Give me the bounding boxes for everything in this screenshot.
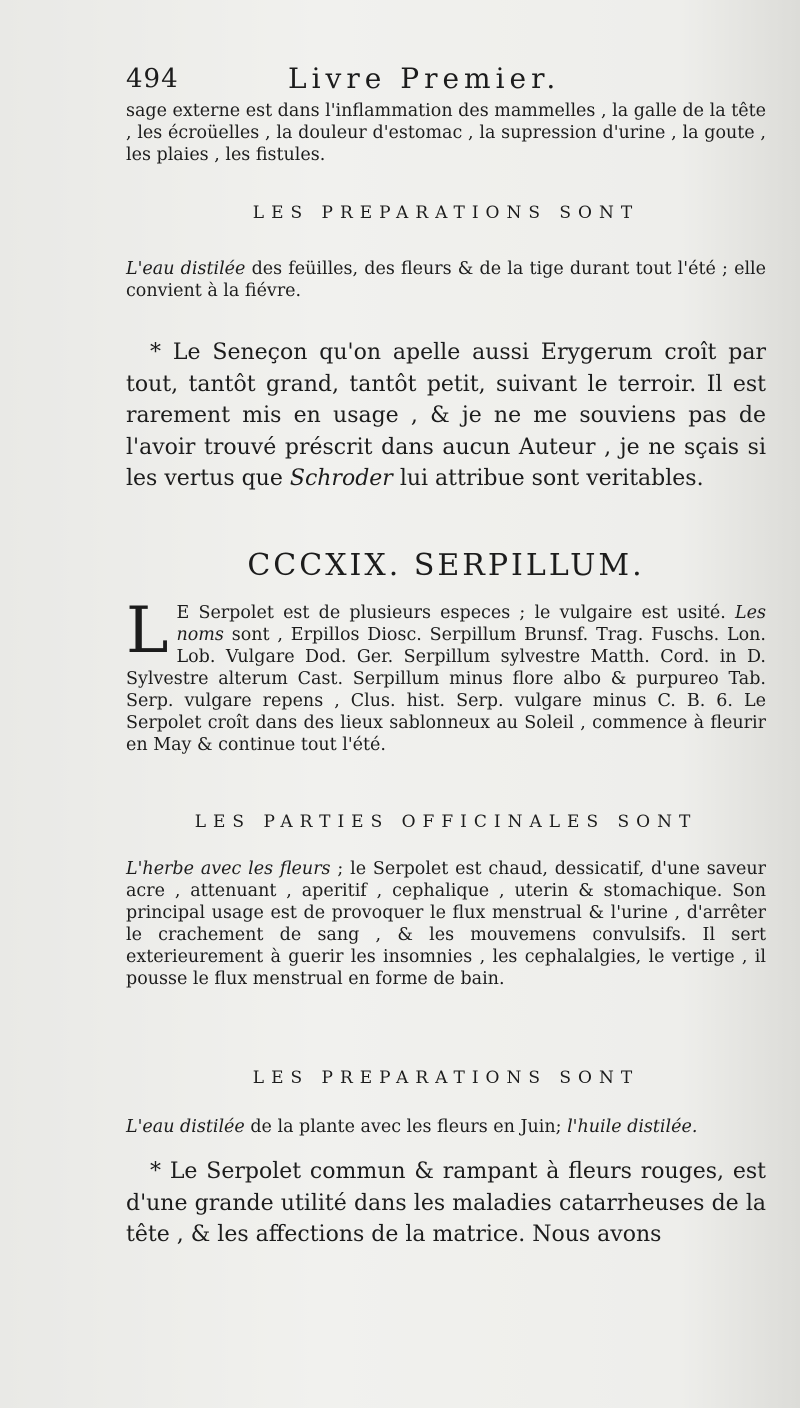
preparation-text: des feüilles, des fleurs & de la tige durant tout l'été ; elle convient à la fiévre. [126, 259, 766, 301]
section-heading-preparations-1: LES PREPARATIONS SONT [252, 203, 640, 223]
drop-cap: L [126, 594, 169, 668]
paragraph-note-serpolet: * Le Serpolet commun & rampant à fleurs rouges, est d'une grande utilité dans les maladies catarrheuses de la tête , & les affections de la matrice. Nous avons [126, 1159, 766, 1247]
note-author: Schroder [289, 466, 393, 491]
section-heading-parties: LES PARTIES OFFICINALES SONT [194, 812, 698, 832]
preparation-lead: L'eau distilée [126, 259, 246, 279]
paragraph-usage: sage externe est dans l'inflammation des mammelles , la galle de la tête , les écroüelles , la douleur d'estomac , la supression d'urine , la goute , les plaies , les fistules. [126, 101, 766, 165]
paragraph-parties [126, 858, 766, 990]
paragraph-preparations-1 [126, 258, 766, 302]
preparation2-lead: L'eau distilée [126, 1117, 245, 1137]
preparation2-text: de la plante avec les fleurs en Juin; [244, 1117, 568, 1137]
paragraph-intro [126, 594, 766, 756]
intro-first-line: E Serpolet est de plusieurs especes ; le vulgaire est usité. [176, 603, 726, 623]
parties-text: ; le Serpolet est chaud, dessicatif, d'une saveur acre , attenuant , aperitif , cephalique , uterin & stomachique. Son principal usage est de provoquer le flux menstrual & l'urine , d'arrêter le crachement de sang , & les mouvemens convulsifs. Il sert exterieurement à guerir les insomnies , les cephalalgies, le vertige , il pousse le flux menstrual en forme de bain. [126, 859, 766, 989]
note-text-a: * Le Seneçon qu'on apelle aussi Erygerum croît par tout, tantôt grand, tantôt petit, suivant le terroir. Il est rarement mis en usage , & je ne me souviens pas de l'avoir trouvé préscrit dans aucun Auteur , je ne sçais si les vertus que [126, 340, 766, 491]
parties-lead: L'herbe avec les fleurs [126, 859, 331, 879]
page-number: 494 [126, 64, 179, 94]
running-head [126, 62, 766, 98]
preparation2-tail: l'huile distilée. [567, 1117, 698, 1137]
running-title: Livre Premier. [288, 62, 561, 95]
chapter-title: CCCXIX. SERPILLUM. [247, 548, 645, 583]
noms-text: sont , Erpillos Diosc. Serpillum Brunsf. Trag. Fuschs. Lon. Lob. Vulgare Dod. Ger. Serpillum sylvestre Matth. Cord. in D. Sylvestre alterum Cast. Serpillum minus flore albo & purpureo Tab. Serp. vulgare repens , Clus. hist. Serp. vulgare minus C. B. 6. Le Serpolet croît dans des lieux sablonneux au Soleil , commence à fleurir en May & continue tout l'été. [126, 625, 766, 755]
noms-label: Les noms [176, 603, 766, 645]
paragraph-note-seneçon [126, 337, 766, 495]
section-heading-preparations-2: LES PREPARATIONS SONT [252, 1068, 640, 1088]
note-text-b: lui attribue sont veritables. [392, 466, 704, 491]
paragraph-preparations-2 [126, 1116, 766, 1138]
